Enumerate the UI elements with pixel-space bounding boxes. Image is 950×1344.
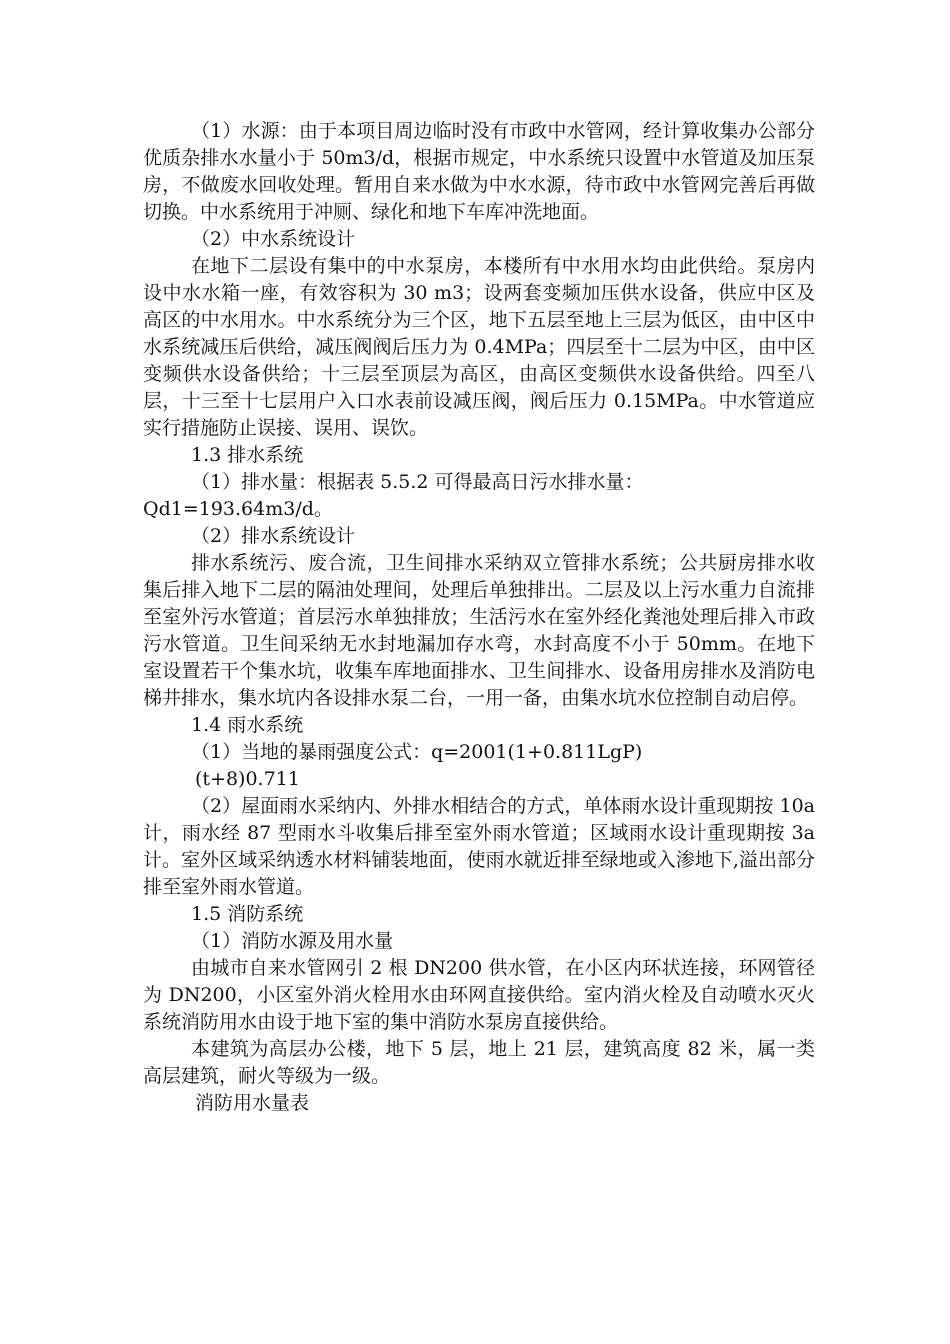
paragraph-drain-design-body: 排水系统污、废合流，卫生间排水采纳双立管排水系统；公共厨房排水收集后排入地下二层的隔油处理间，处理后单独排出。二层及以上污水重力自流排至室外污水管道；首层污水单独排放；生活污水在室外经化粪池处理后排入市政污水管道。卫生间采纳无水封地漏加存水弯，水封高度不小于 50mm。在地下室设置若干个集水坑，收集车库地面排水、卫生间排水、设备用房排水及消防电梯井排水，集水坑内各设排水泵二台，一用一备，由集水坑水位控制自动启停。 <box>143 552 815 709</box>
document-page <box>143 118 815 1117</box>
section-heading-1-3: 1.3 排水系统 <box>191 444 304 466</box>
paragraph-drain-volume: （1）排水量：根据表 5.5.2 可得最高日污水排水量： <box>191 471 644 493</box>
section-heading-1-4: 1.4 雨水系统 <box>191 714 304 736</box>
paragraph-reclaimed-design-title: （2）中水系统设计 <box>191 228 356 250</box>
paragraph-water-source: （1）水源：由于本项目周边临时没有市政中水管网，经计算收集办公部分优质杂排水水量小于 50m3/d，根据市规定，中水系统只设置中水管道及加压泵房，不做废水回收处理。暂用自来水做为中水水源，待市政中水管网完善后再做切换。中水系统用于冲厕、绿化和地下车库冲洗地面。 <box>143 120 815 223</box>
paragraph-drain-design-title: （2）排水系统设计 <box>191 525 356 547</box>
section-heading-1-5: 1.5 消防系统 <box>191 903 304 925</box>
paragraph-building-info: 本建筑为高层办公楼，地下 5 层，地上 21 层，建筑高度 82 米，属一类高层建筑，耐火等级为一级。 <box>143 1038 815 1087</box>
table-caption-fire-water: 消防用水量表 <box>195 1092 310 1114</box>
paragraph-reclaimed-design-body: 在地下二层设有集中的中水泵房，本楼所有中水用水均由此供给。泵房内设中水水箱一座，有效容积为 30 m3；设两套变频加压供水设备，供应中区及高区的中水用水。中水系统分为三个区，地下五层至地上三层为低区，由中区中水系统减压后供给，减压阀阀后压力为 0.4MPa；四层至十二层为中区，由中区变频供水设备供给；十三层至顶层为高区，由高区变频供水设备供给。四至八层，十三至十七层用户入口水表前设减压阀，阀后压力 0.15MPa。中水管道应实行措施防止误接、误用、误饮。 <box>143 255 815 439</box>
paragraph-roof-rain: （2）屋面雨水采纳内、外排水相结合的方式，单体雨水设计重现期按 10a 计，雨水经 87 型雨水斗收集后排至室外雨水管道；区域雨水设计重现期按 3a 计。室外区域采纳透水材料铺装地面，使雨水就近排至绿地或入渗地下,溢出部分排至室外雨水管道。 <box>143 795 815 898</box>
paragraph-rain-formula-cont: (t+8)0.711 <box>195 768 300 790</box>
paragraph-fire-source-body: 由城市自来水管网引 2 根 DN200 供水管，在小区内环状连接，环网管径为 DN200，小区室外消火栓用水由环网直接供给。室内消火栓及自动喷水灭火系统消防用水由设于地下室的集中消防水泵房直接供给。 <box>143 957 815 1033</box>
paragraph-drain-volume-value: Qd1=193.64m3/d。 <box>143 498 333 520</box>
paragraph-rain-formula: （1）当地的暴雨强度公式：q=2001(1+0.811LgP) <box>191 741 643 763</box>
paragraph-fire-source-title: （1）消防水源及用水量 <box>191 930 394 952</box>
